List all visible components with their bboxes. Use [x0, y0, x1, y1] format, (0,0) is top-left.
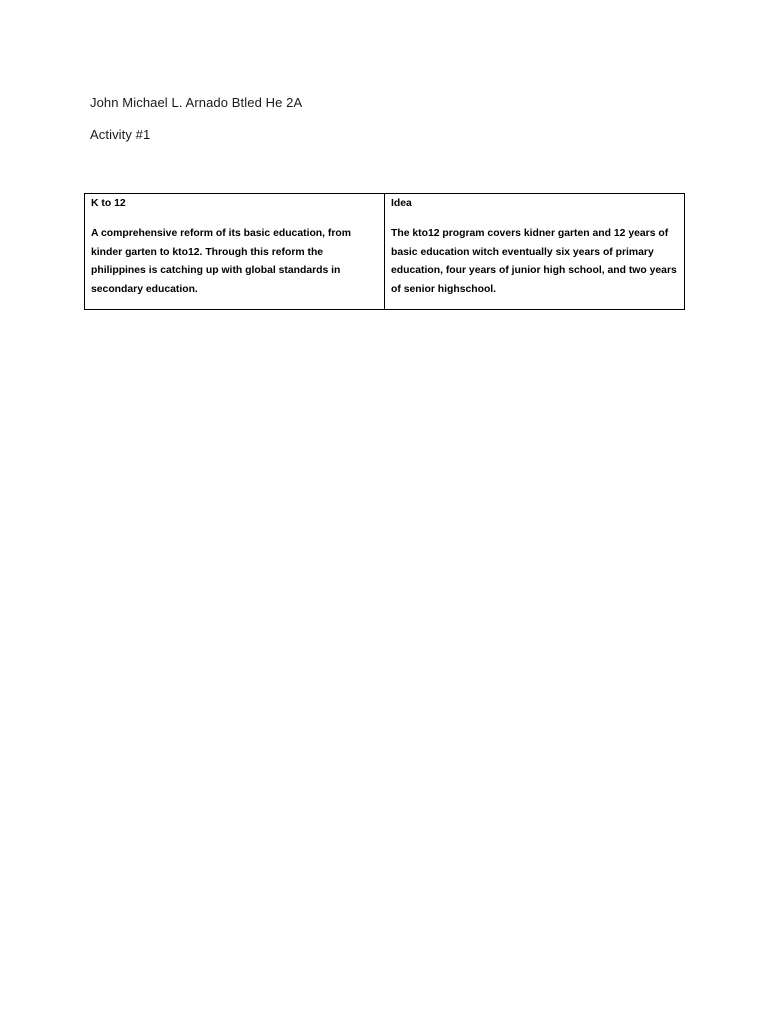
table-cell-heading: K to 12 — [91, 198, 126, 209]
student-info: John Michael L. Arnado Btled He 2A — [90, 95, 303, 110]
table-cell-text: The kto12 program covers kidner garten and 12 years of basic education witch eventually six years of primary education, four years of junior high school, and two years of senior highschool. — [391, 228, 677, 295]
table-cell-heading: Idea — [391, 198, 412, 209]
table-cell-idea — [385, 194, 684, 309]
activity-table — [84, 193, 685, 310]
table-cell-text: A comprehensive reform of its basic education, from kinder garten to kto12. Through this reform the philippines is catching up with global standards in secondary education. — [91, 228, 352, 295]
table-cell-k-to-12 — [85, 194, 385, 309]
activity-title: Activity #1 — [90, 127, 151, 142]
